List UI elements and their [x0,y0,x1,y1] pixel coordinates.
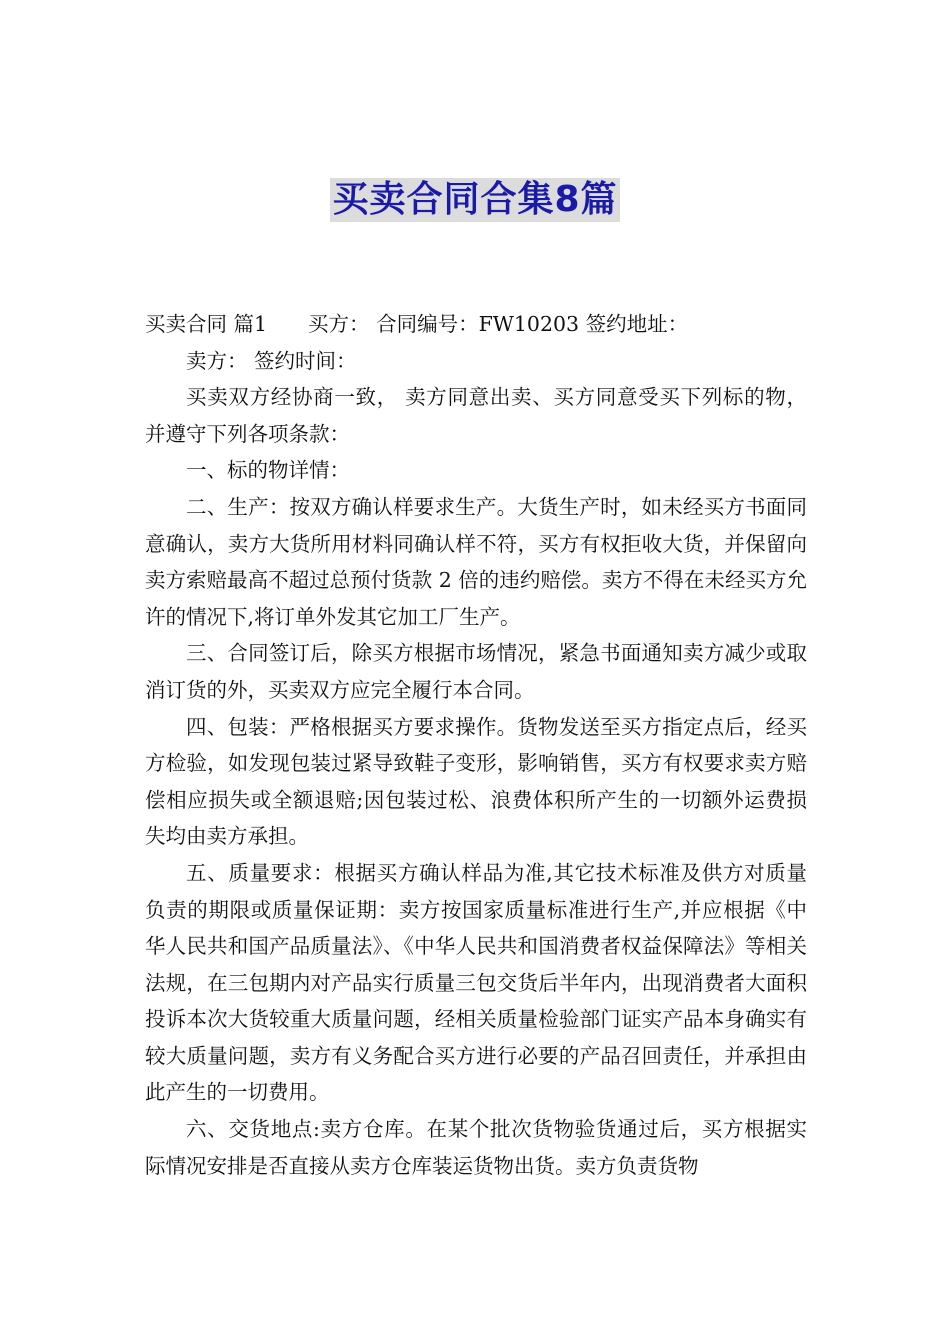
paragraph-intro: 买卖双方经协商一致， 卖方同意出卖、买方同意受买下列标的物，并遵守下列各项条款： [145,385,807,446]
paragraph-clause-5: 五、质量要求：根据买方确认样品为准,其它技术标准及供方对质量负责的期限或质量保证期：卖方按国家质量标准进行生产,并应根据《中华人民共和国产品质量法》、《中华人民共和国消费者权益保障法》等相关法规，在三包期内对产品实行质量三包交货后半年内，出现消费者大面积投诉本次大货较重大质量问题，经相关质量检验部门证实产品本身确实有较大质量问题，卖方有义务配合买方进行必要的产品召回责任，并承担由此产生的一切费用。 [145,860,807,1105]
paragraph-clause-1: 一、标的物详情： [186,458,350,483]
document-body [145,306,807,1184]
title-container [0,178,950,222]
paragraph-clause-4: 四、包装：严格根据买方要求操作。货物发送至买方指定点后，经买方检验，如发现包装过紧导致鞋子变形，影响销售，买方有权要求卖方赔偿相应损失或全额退赔;因包装过松、浪费体积所产生的一切额外运费损失均由卖方承担。 [145,714,807,849]
paragraph-header: 买卖合同 篇1 买方： 合同编号：FW10203 签约地址： [145,312,689,336]
document-title: 买卖合同合集8篇 [332,179,618,220]
paragraph-seller: 卖方： 签约时间： [186,348,357,373]
paragraph-clause-2: 二、生产：按双方确认样要求生产。大货生产时，如未经买方书面同意确认，卖方大货所用材料同确认样不符，买方有权拒收大货，并保留向卖方索赔最高不超过总预付货款 2 倍的违约赔偿。卖方不得在未经买方允许的情况下,将订单外发其它加工厂生产。 [145,494,807,629]
paragraph-clause-3: 三、合同签订后，除买方根据市场情况，紧急书面通知卖方减少或取消订货的外，买卖双方应完全履行本合同。 [145,641,807,702]
paragraph-clause-6: 六、交货地点:卖方仓库。在某个批次货物验货通过后，买方根据实际情况安排是否直接从卖方仓库装运货物出货。卖方负责货物 [145,1117,807,1178]
